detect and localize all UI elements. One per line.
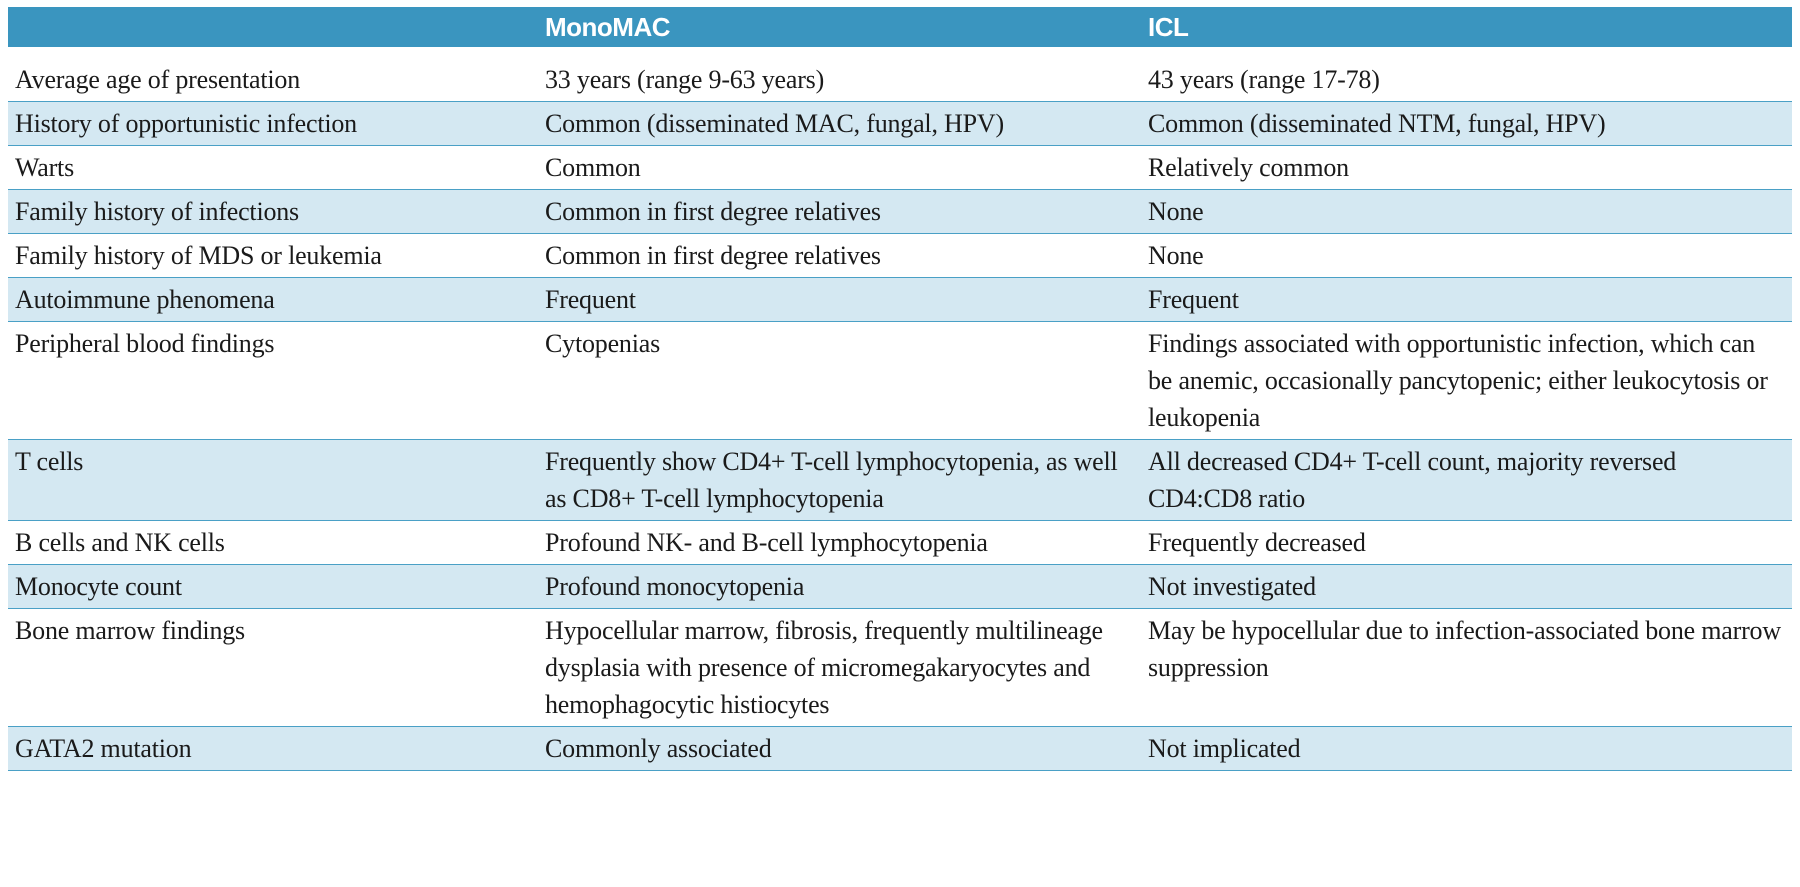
icl-cell: Frequent bbox=[1141, 278, 1792, 322]
icl-cell: Common (disseminated NTM, fungal, HPV) bbox=[1141, 102, 1792, 146]
comparison-table bbox=[8, 7, 1792, 771]
icl-cell: None bbox=[1141, 190, 1792, 234]
header-row bbox=[8, 7, 1792, 47]
row-label: GATA2 mutation bbox=[8, 727, 538, 771]
comparison-table-container bbox=[8, 7, 1792, 771]
header-feature bbox=[8, 7, 538, 47]
row-label: B cells and NK cells bbox=[8, 521, 538, 565]
table-row bbox=[8, 102, 1792, 146]
monomac-cell: Common in first degree relatives bbox=[538, 234, 1141, 278]
row-label: Bone marrow findings bbox=[8, 609, 538, 727]
icl-cell: Not investigated bbox=[1141, 565, 1792, 609]
monomac-cell: Common in first degree relatives bbox=[538, 190, 1141, 234]
icl-cell: Findings associated with opportunistic infection, which can be anemic, occasionally pancytopenic; either leukocytosis or leukopenia bbox=[1141, 322, 1792, 440]
monomac-cell: Cytopenias bbox=[538, 322, 1141, 440]
icl-cell: Relatively common bbox=[1141, 146, 1792, 190]
table-row bbox=[8, 146, 1792, 190]
row-label: Family history of infections bbox=[8, 190, 538, 234]
table-row bbox=[8, 47, 1792, 102]
monomac-cell: 33 years (range 9-63 years) bbox=[538, 47, 1141, 102]
icl-cell: Not implicated bbox=[1141, 727, 1792, 771]
row-label: History of opportunistic infection bbox=[8, 102, 538, 146]
table-row bbox=[8, 727, 1792, 771]
monomac-cell: Commonly associated bbox=[538, 727, 1141, 771]
table-row bbox=[8, 322, 1792, 440]
icl-cell: All decreased CD4+ T-cell count, majority reversed CD4:CD8 ratio bbox=[1141, 440, 1792, 521]
table-row bbox=[8, 190, 1792, 234]
header-monomac: MonoMAC bbox=[538, 7, 1141, 47]
monomac-cell: Profound monocytopenia bbox=[538, 565, 1141, 609]
table-row bbox=[8, 609, 1792, 727]
icl-cell: 43 years (range 17-78) bbox=[1141, 47, 1792, 102]
row-label: Warts bbox=[8, 146, 538, 190]
icl-cell: None bbox=[1141, 234, 1792, 278]
monomac-cell: Frequent bbox=[538, 278, 1141, 322]
icl-cell: May be hypocellular due to infection-associated bone marrow suppression bbox=[1141, 609, 1792, 727]
monomac-cell: Profound NK- and B-cell lymphocytopenia bbox=[538, 521, 1141, 565]
monomac-cell: Common (disseminated MAC, fungal, HPV) bbox=[538, 102, 1141, 146]
table-body bbox=[8, 47, 1792, 771]
monomac-cell: Hypocellular marrow, fibrosis, frequently multilineage dysplasia with presence of micromegakaryocytes and hemophagocytic histiocytes bbox=[538, 609, 1141, 727]
table-row bbox=[8, 565, 1792, 609]
row-label: Autoimmune phenomena bbox=[8, 278, 538, 322]
header-icl: ICL bbox=[1141, 7, 1792, 47]
table-row bbox=[8, 521, 1792, 565]
row-label: Peripheral blood findings bbox=[8, 322, 538, 440]
row-label: T cells bbox=[8, 440, 538, 521]
row-label: Family history of MDS or leukemia bbox=[8, 234, 538, 278]
table-row bbox=[8, 278, 1792, 322]
monomac-cell: Common bbox=[538, 146, 1141, 190]
table-row bbox=[8, 234, 1792, 278]
row-label: Monocyte count bbox=[8, 565, 538, 609]
row-label: Average age of presentation bbox=[8, 47, 538, 102]
icl-cell: Frequently decreased bbox=[1141, 521, 1792, 565]
table-header bbox=[8, 7, 1792, 47]
table-row bbox=[8, 440, 1792, 521]
monomac-cell: Frequently show CD4+ T-cell lymphocytopenia, as well as CD8+ T-cell lymphocytopenia bbox=[538, 440, 1141, 521]
